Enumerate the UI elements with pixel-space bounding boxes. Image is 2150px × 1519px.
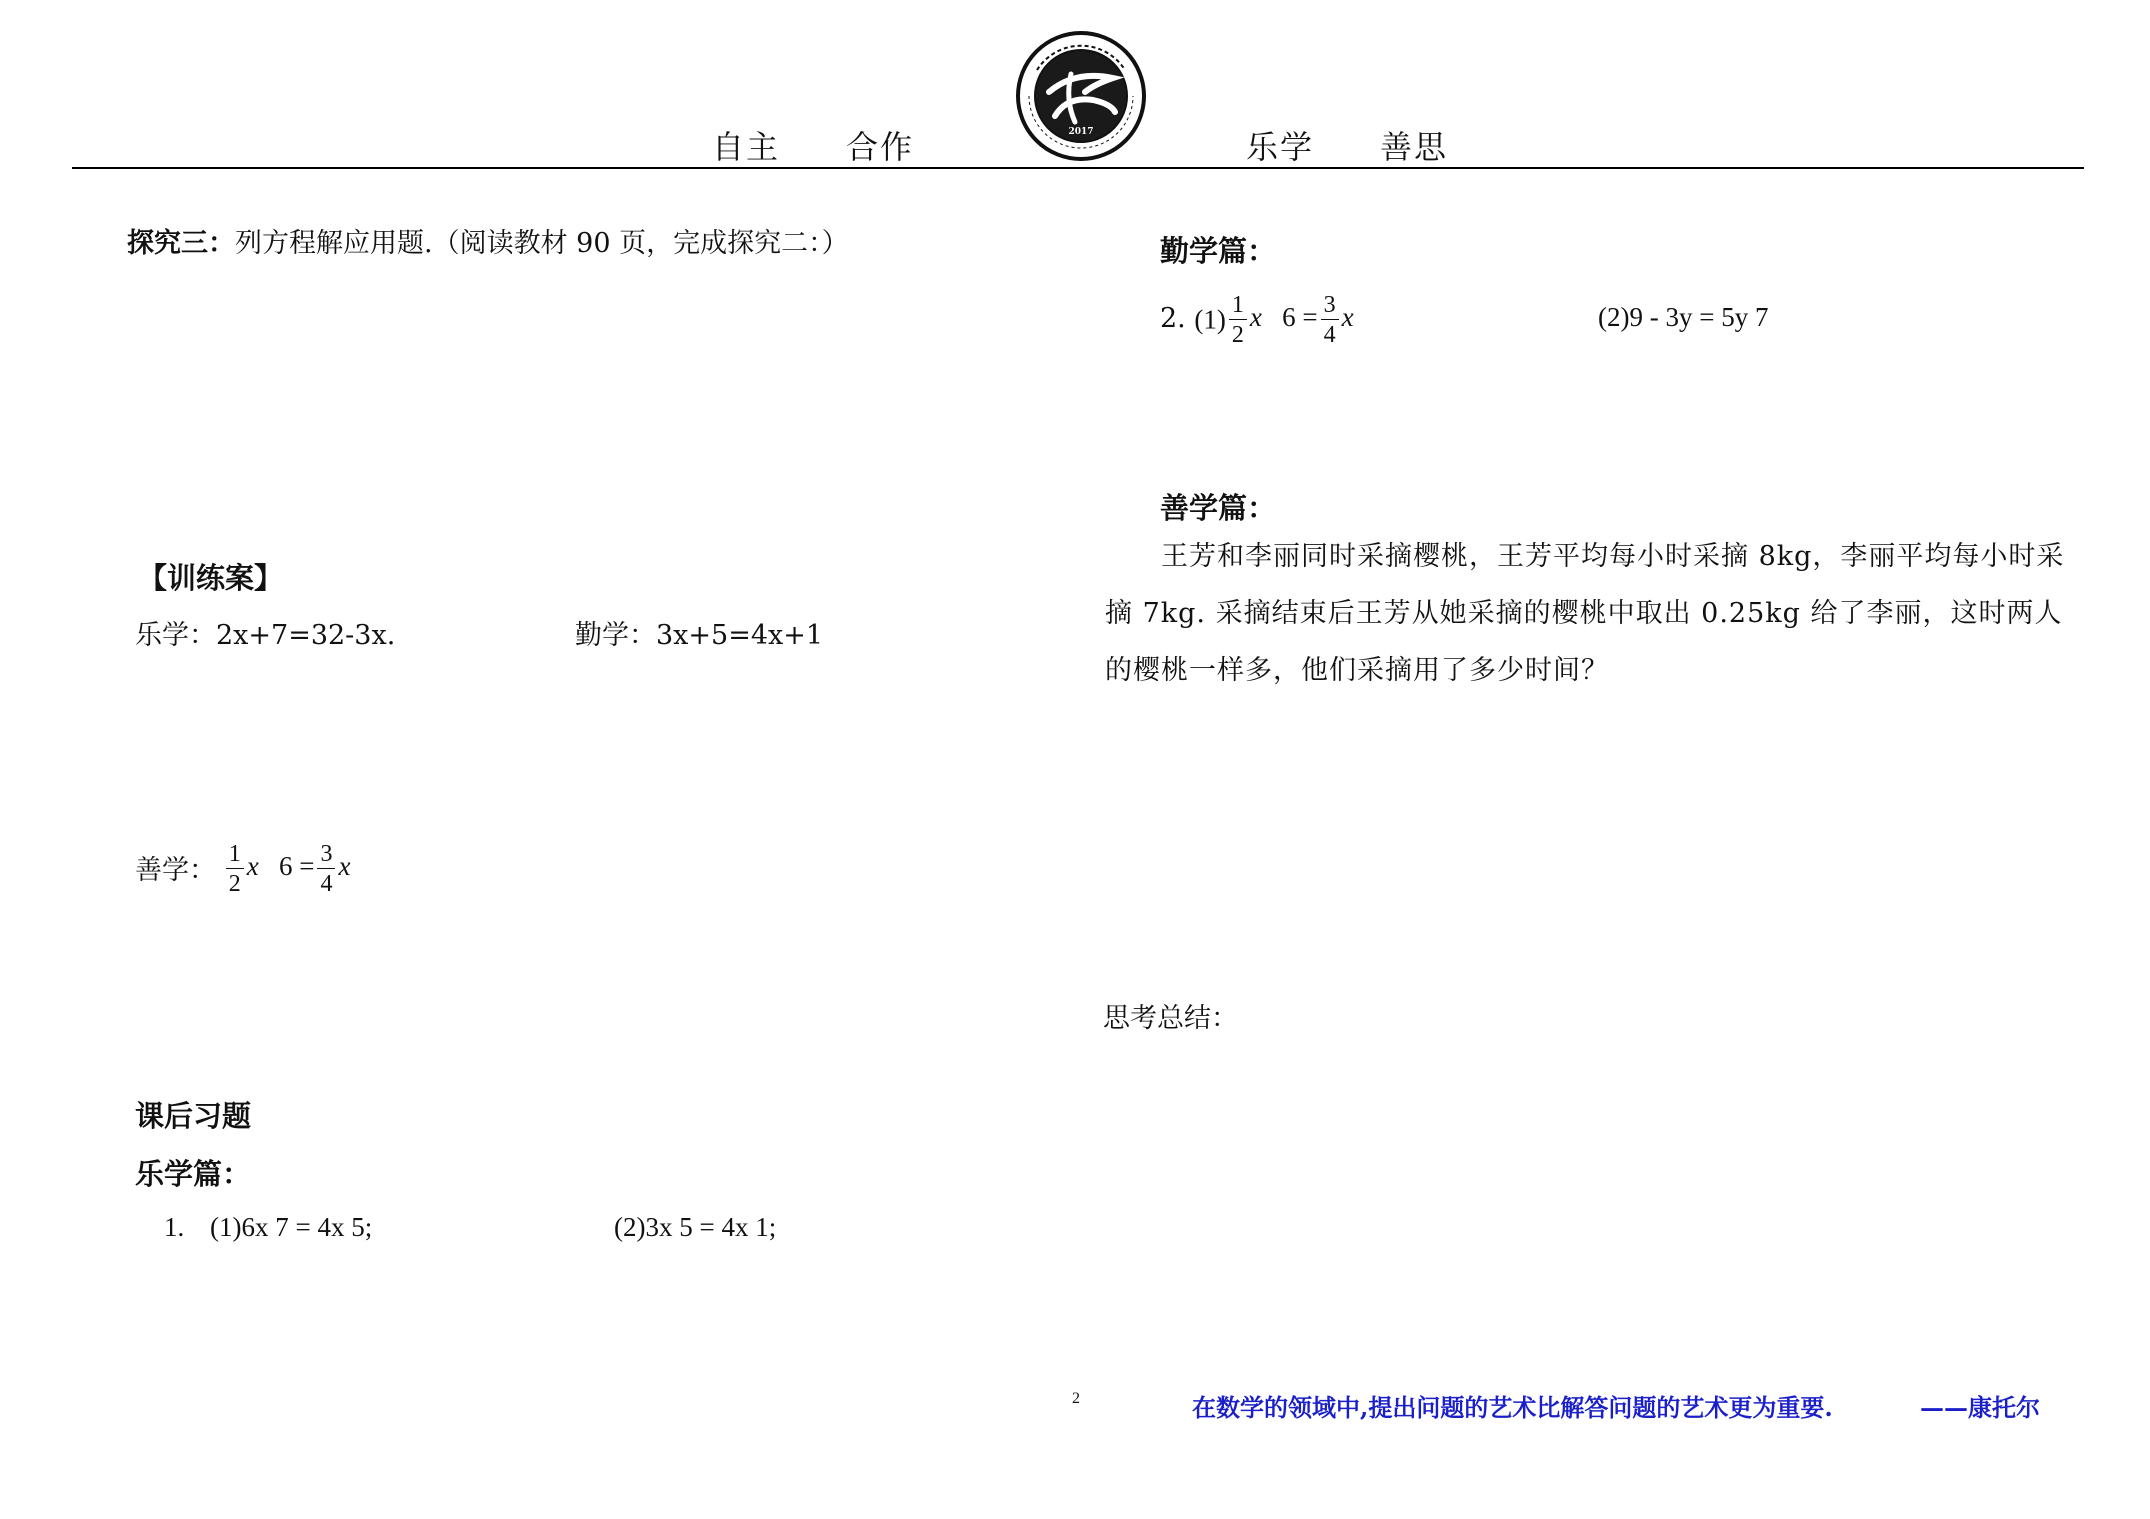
- training-shanxue-label: 善学：: [135, 855, 216, 887]
- header-word-4: 善思: [1380, 128, 1449, 166]
- fraction: $\frac{3}{4}$: [1321, 293, 1339, 347]
- homework-eq-1: (1)6x 7 = 4x 5;: [210, 1212, 373, 1242]
- header-word-1: 自主: [712, 128, 781, 166]
- training-lexue: 乐学：2x+7=32-3x.: [135, 620, 396, 651]
- fraction: $\frac{3}{4}$: [317, 842, 335, 896]
- qinxue-item: [1160, 293, 1354, 347]
- homework-title: 课后习题: [135, 1099, 252, 1133]
- training-title: 【训练案】: [138, 561, 284, 595]
- page-number: 2: [1072, 1390, 1080, 1407]
- qinxue-eq-2: (2)9 - 3y = 5y 7: [1598, 302, 1769, 332]
- explore-3-label: 探究三：: [127, 228, 235, 259]
- qinxue-item-no: 2.: [1160, 303, 1186, 335]
- training-qinxue: 勤学：3x+5=4x+1: [575, 620, 824, 651]
- homework-lexue-title: 乐学篇：: [135, 1157, 252, 1191]
- footer-author: ——康托尔: [1920, 1393, 2040, 1422]
- qinxue-eq-1: (1) $\frac{1}{2}$ x 6 = $\frac{3}{4}$ x: [1194, 292, 1354, 348]
- fraction: $\frac{1}{2}$: [1229, 293, 1247, 347]
- footer-quote: 在数学的领域中,提出问题的艺术比解答问题的艺术更为重要.: [1192, 1393, 1833, 1422]
- school-logo: [1015, 30, 1147, 162]
- explore-3: [127, 221, 849, 260]
- fraction: $\frac{1}{2}$: [226, 842, 244, 896]
- header-rule: [72, 167, 2084, 169]
- header-word-3: 乐学: [1246, 128, 1315, 166]
- shanxue-problem: 王芳和李丽同时采摘樱桃，王芳平均每小时采摘 8kg，李丽平均每小时采摘 7kg. 采摘结束后王芳从她采摘的樱桃中取出 0.25kg 给了李丽，这时两人的樱桃一样多，他们采摘用了多少时间？: [1105, 541, 2065, 686]
- homework-item-no: 1.: [164, 1212, 185, 1242]
- training-shanxue: 善学： $\frac{1}{2}$ x 6 = $\frac{3}{4}$ x: [135, 841, 351, 897]
- shanxue-title: 善学篇：: [1160, 491, 1277, 525]
- summary-label: 思考总结：: [1103, 1003, 1238, 1034]
- header-word-2: 合作: [846, 128, 915, 166]
- svg-text:2017: 2017: [1068, 127, 1094, 137]
- homework-eq-2: (2)3x 5 = 4x 1;: [614, 1212, 777, 1242]
- qinxue-title: 勤学篇：: [1160, 234, 1277, 268]
- explore-3-text: 列方程解应用题.（阅读教材 90 页，完成探究二：）: [235, 228, 849, 259]
